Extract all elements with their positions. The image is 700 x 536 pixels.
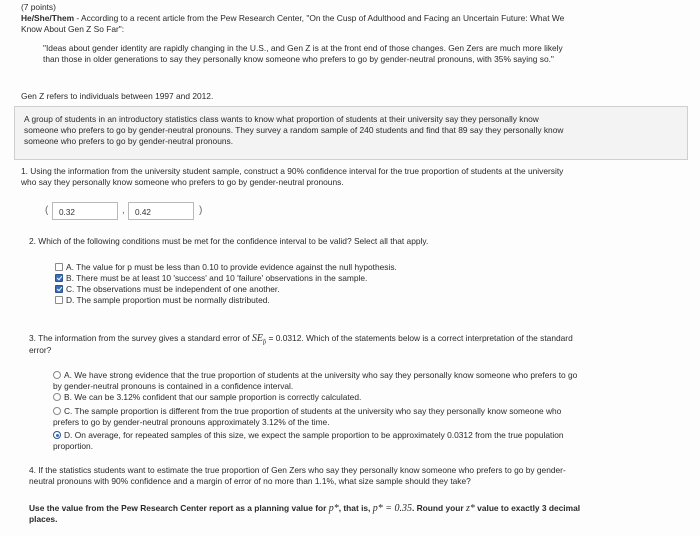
pstar-symbol: p* xyxy=(328,503,339,514)
q4-instr-c: . Round your xyxy=(411,503,466,513)
q4-instr-d: value to exactly 3 decimal xyxy=(474,503,581,513)
q2-option-d[interactable] xyxy=(55,295,270,306)
q3-line2: error? xyxy=(29,345,52,355)
q3-prompt xyxy=(29,333,573,348)
scenario-line2: someone who prefers to go by gender-neutral pronouns. They survey a random sample of 240 students and find that 89 say they personally know xyxy=(24,125,564,135)
q3-option-c[interactable] xyxy=(53,406,561,417)
q4-instruction-line2: places. xyxy=(29,514,58,524)
q4-line2: neutral pronouns with 90% confidence and a margin of error of no more than 1.1%, what size sample should they take? xyxy=(29,476,471,486)
se-subscript: p̂ xyxy=(262,338,267,346)
radio-a[interactable] xyxy=(53,371,61,379)
q3-option-b[interactable] xyxy=(53,392,361,403)
checkbox-c[interactable] xyxy=(55,285,63,293)
radio-d[interactable] xyxy=(53,431,61,439)
q2-option-c[interactable] xyxy=(55,284,280,295)
q3-option-c-line1: C. The sample proportion is different from the true proportion of students at the university who say they personally know someone who xyxy=(64,406,562,416)
title-rest: - According to a recent article from the Pew Research Center, "On the Cusp of Adulthood and Facing an Uncertain Future: What We xyxy=(74,13,565,23)
q3-option-a-line2: by gender-neutral pronouns is contained in a confidence interval. xyxy=(53,381,294,391)
q2-option-d-label: D. The sample proportion must be normally distributed. xyxy=(66,295,270,305)
scenario-box xyxy=(14,106,688,160)
q1-line2: who say they personally know someone who prefers to go by gender-neutral pronouns. xyxy=(21,177,344,187)
checkbox-d[interactable] xyxy=(55,296,63,304)
q3-prompt-a: 3. The information from the survey gives a standard error of xyxy=(29,333,252,343)
q3-option-d-line1: D. On average, for repeated samples of this size, we expect the sample proportion to be approximately 0.0312 from the true population xyxy=(64,430,564,440)
q1-line1: 1. Using the information from the university student sample, construct a 90% confidence interval for the true proportion of students at the university xyxy=(21,166,564,176)
scenario-line3: someone who prefers to go by gender-neutral pronouns. xyxy=(24,136,234,146)
title-bold: He/She/Them xyxy=(21,13,75,23)
q3-option-d-line2: proportion. xyxy=(53,441,94,451)
q2-option-b[interactable] xyxy=(55,273,367,284)
radio-c[interactable] xyxy=(53,407,61,415)
title-line2: Know About Gen Z So Far": xyxy=(21,24,125,34)
q3-option-b-line1: B. We can be 3.12% confident that our sample proportion is correctly calculated. xyxy=(64,392,362,402)
ci-lower-input[interactable]: 0.32 xyxy=(52,202,118,220)
q2-prompt: 2. Which of the following conditions must be met for the confidence interval to be valid? Select all that apply. xyxy=(29,236,429,246)
genz-note: Gen Z refers to individuals between 1997 and 2012. xyxy=(21,91,214,101)
zstar-symbol: z* xyxy=(465,503,475,514)
q1-close-paren: ) xyxy=(199,205,203,216)
q4-instruction xyxy=(29,503,580,514)
radio-b[interactable] xyxy=(53,393,61,401)
quote-line2: than those in older generations to say they personally know someone who prefers to go by gender-neutral pronouns, with 35% saying so." xyxy=(43,54,554,64)
q4-line1: 4. If the statistics students want to estimate the true proportion of Gen Zers who say they personally know someone who prefers to go by gender- xyxy=(29,465,566,475)
q2-option-a[interactable] xyxy=(55,262,397,273)
q4-instr-a: Use the value from the Pew Research Center report as a planning value for xyxy=(29,503,329,513)
q3-option-d[interactable] xyxy=(53,430,564,441)
q2-option-c-label: C. The observations must be independent of one another. xyxy=(66,284,280,294)
q2-option-b-label: B. There must be at least 10 'success' and 10 'failure' observations in the sample. xyxy=(66,273,368,283)
q1-comma: , xyxy=(122,205,125,216)
q2-option-a-label: A. The value for p must be less than 0.10 to provide evidence against the null hypothesis. xyxy=(66,262,397,272)
checkbox-b[interactable] xyxy=(55,274,63,282)
scenario-line1: A group of students in an introductory statistics class wants to know what proportion of students at their university say they personally know xyxy=(24,114,539,124)
quote-line1: "Ideas about gender identity are rapidly changing in the U.S., and Gen Z is at the front end of those changes. Gen Zers are much more likely xyxy=(43,43,563,53)
q4-instr-b: , that is, xyxy=(338,503,373,513)
q3-option-a-line1: A. We have strong evidence that the true proportion of students at the university who say they personally know someone who prefers to go xyxy=(64,370,578,380)
checkbox-a[interactable] xyxy=(55,263,63,271)
points-label: (7 points) xyxy=(21,2,56,12)
q3-prompt-b: = 0.0312. Which of the statements below is a correct interpretation of the standard xyxy=(266,333,573,343)
q3-option-a[interactable] xyxy=(53,370,577,381)
ci-upper-input[interactable]: 0.42 xyxy=(128,202,194,220)
q3-option-c-line2: prefers to go by gender-neutral pronouns approximately 3.12% of the time. xyxy=(53,417,330,427)
pstar-equation: p* = 0.35 xyxy=(372,503,412,514)
problem-title xyxy=(21,13,564,24)
q1-open-paren: ( xyxy=(45,205,49,216)
se-symbol: SE xyxy=(251,333,263,344)
